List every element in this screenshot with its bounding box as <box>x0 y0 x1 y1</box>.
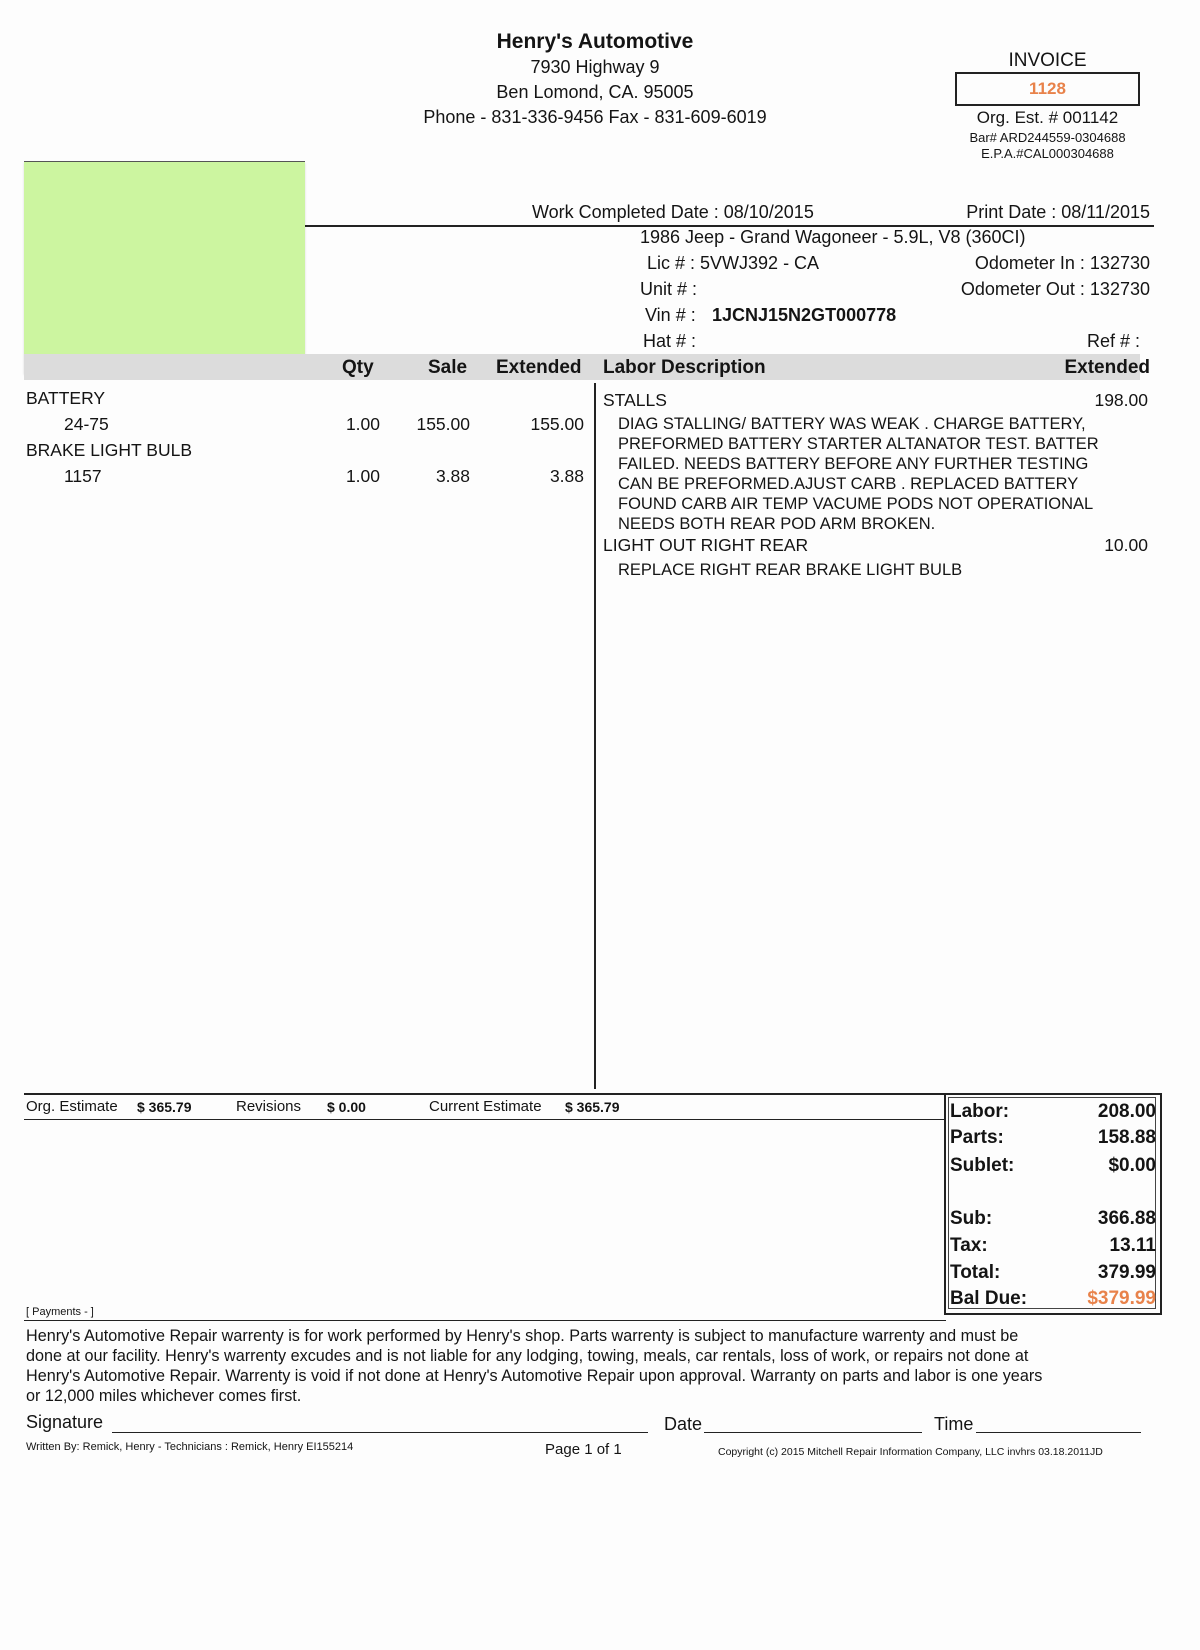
signature-field[interactable] <box>112 1432 648 1433</box>
col-header-extended: Extended <box>496 357 582 378</box>
totals-parts-label: Parts: <box>950 1127 1004 1148</box>
warranty-line: done at our facility. Henry's warrenty excudes and is not liable for any lodging, towing, meals, car rentals, loss of work, or repairs not done at <box>26 1347 1029 1365</box>
written-by: Written By: Remick, Henry - Technicians : Remick, Henry EI155214 <box>26 1441 354 1453</box>
totals-sub-label: Sub: <box>950 1208 993 1229</box>
labor-amount: 198.00 <box>1094 390 1148 410</box>
shop-name: Henry's Automotive <box>496 30 694 53</box>
odometer-in: Odometer In : 132730 <box>974 253 1150 273</box>
shop-address-line1: 7930 Highway 9 <box>530 57 660 77</box>
labor-description-line: CAN BE PREFORMED.AJUST CARB . REPLACED BATTERY <box>618 475 1079 493</box>
part-name: BRAKE LIGHT BULB <box>26 440 192 460</box>
org-estimate-value: $ 365.79 <box>137 1099 192 1115</box>
time-label: Time <box>934 1414 974 1434</box>
labor-amount: 10.00 <box>1104 535 1148 555</box>
col-header-qty: Qty <box>342 357 374 378</box>
warranty-line: Henry's Automotive Repair warrenty is for work performed by Henry's shop. Parts warrenty is subject to manufacture warrenty and must be <box>26 1327 1019 1345</box>
part-name: BATTERY <box>26 388 106 408</box>
current-estimate-label: Current Estimate <box>429 1098 542 1115</box>
vehicle-description: 1986 Jeep - Grand Wagoneer - 5.9L, V8 (360CI) <box>640 227 1026 247</box>
ref-number: Ref # : <box>1086 331 1140 351</box>
time-field[interactable] <box>976 1432 1141 1433</box>
totals-total-value: 379.99 <box>1097 1262 1156 1283</box>
labor-description-line: FAILED. NEEDS BATTERY BEFORE ANY FURTHER TESTING <box>618 455 1089 473</box>
shop-phone-fax: Phone - 831-336-9456 Fax - 831-609-6019 <box>423 107 767 127</box>
warranty-line: or 12,000 miles whichever comes first. <box>26 1387 302 1405</box>
part-number: 24-75 <box>64 414 109 434</box>
hat-number: Hat # : <box>643 331 697 351</box>
vin-label: Vin # : <box>645 305 696 325</box>
signature-label: Signature <box>26 1412 104 1432</box>
part-extended: 3.88 <box>549 466 584 486</box>
part-sale: 155.00 <box>416 414 470 434</box>
shop-address-line2: Ben Lomond, CA. 95005 <box>496 82 694 102</box>
table-header-band <box>24 354 1140 380</box>
part-number: 1157 <box>64 466 102 486</box>
totals-sublet-label: Sublet: <box>950 1155 1015 1176</box>
note-top-edge <box>24 161 305 162</box>
totals-labor-value: 208.00 <box>1097 1101 1156 1122</box>
part-qty: 1.00 <box>345 466 380 486</box>
labor-description-line: NEEDS BOTH REAR POD ARM BROKEN. <box>618 515 936 533</box>
totals-total-label: Total: <box>950 1262 1001 1283</box>
labor-title: STALLS <box>603 390 667 410</box>
vin-value: 1JCNJ15N2GT000778 <box>712 305 897 325</box>
copyright: Copyright (c) 2015 Mitchell Repair Information Company, LLC invhrs 03.18.2011JD <box>718 1446 1103 1458</box>
labor-description-line: FOUND CARB AIR TEMP VACUME PODS NOT OPERATIONAL <box>618 495 1094 513</box>
bar-number: Bar# ARD244559-0304688 <box>969 130 1126 145</box>
col-header-labor-description: Labor Description <box>603 357 766 378</box>
odometer-out: Odometer Out : 132730 <box>960 279 1150 299</box>
date-field[interactable] <box>704 1432 922 1433</box>
estimates-bottom-rule <box>24 1119 946 1120</box>
totals-sub-value: 366.88 <box>1097 1208 1156 1229</box>
warranty-line: Henry's Automotive Repair. Warrenty is void if not done at Henry's Automotive Repair upon approval. Warranty on parts and labor is one years <box>26 1367 1043 1385</box>
sticky-note <box>24 162 305 374</box>
totals-sublet-value: $0.00 <box>1108 1155 1156 1176</box>
labor-title: LIGHT OUT RIGHT REAR <box>603 535 809 555</box>
estimates-top-rule <box>24 1093 946 1095</box>
date-label: Date <box>664 1414 703 1434</box>
epa-number: E.P.A.#CAL000304688 <box>981 146 1114 161</box>
totals-tax-value: 13.11 <box>1109 1235 1156 1256</box>
labor-description-line: REPLACE RIGHT REAR BRAKE LIGHT BULB <box>618 561 963 579</box>
part-qty: 1.00 <box>345 414 380 434</box>
org-estimate-label: Org. Estimate <box>26 1098 118 1115</box>
col-header-labor-extended: Extended <box>1064 357 1150 378</box>
revisions-label: Revisions <box>236 1098 302 1115</box>
totals-balance-value: $379.99 <box>1087 1288 1156 1309</box>
labor-description-line: PREFORMED BATTERY STARTER ALTANATOR TEST. BATTER <box>618 435 1099 453</box>
payments-label: [ Payments - ] <box>26 1306 94 1318</box>
parts-labor-divider <box>594 383 596 1089</box>
print-date: Print Date : 08/11/2015 <box>966 202 1150 222</box>
page-number: Page 1 of 1 <box>545 1441 622 1458</box>
part-sale: 3.88 <box>435 466 470 486</box>
totals-balance-label: Bal Due: <box>950 1288 1028 1309</box>
totals-parts-value: 158.88 <box>1097 1127 1156 1148</box>
totals-tax-label: Tax: <box>950 1235 988 1256</box>
col-header-sale: Sale <box>428 357 468 378</box>
org-estimate-number: Org. Est. # 001142 <box>976 108 1119 127</box>
work-completed-date: Work Completed Date : 08/10/2015 <box>532 202 814 222</box>
current-estimate-value: $ 365.79 <box>565 1099 620 1115</box>
license-number: Lic # : 5VWJ392 - CA <box>647 253 820 273</box>
payments-rule <box>24 1320 946 1321</box>
totals-labor-label: Labor: <box>950 1101 1010 1122</box>
invoice-label: INVOICE <box>1008 50 1087 71</box>
revisions-value: $ 0.00 <box>327 1099 366 1115</box>
invoice-number-box: 1128 <box>955 72 1140 106</box>
part-extended: 155.00 <box>530 414 584 434</box>
labor-description-line: DIAG STALLING/ BATTERY WAS WEAK . CHARGE BATTERY, <box>618 415 1086 433</box>
unit-number: Unit # : <box>640 279 698 299</box>
